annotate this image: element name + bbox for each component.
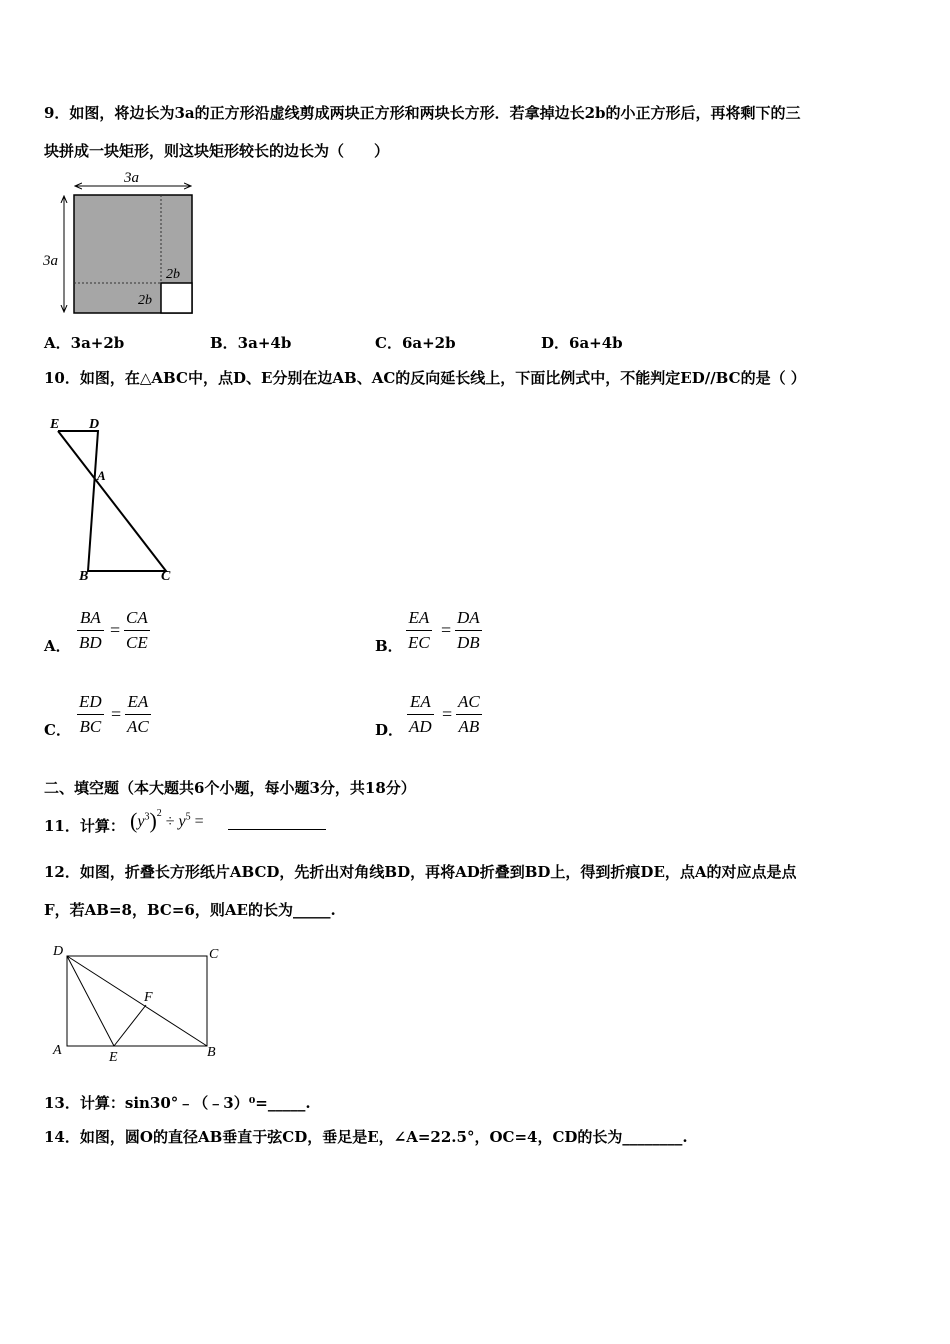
q10-label-e: E [50,417,60,432]
q10-label-d: D [89,417,100,432]
q12-rectangle-figure [48,940,228,1065]
q9-line1: 9．如图，将边长为3a的正方形沿虚线剪成两块正方形和两块长方形．若拿掉边长2b的小正方形后，再将剩下的三 [44,104,801,122]
q10-label-c: C [161,569,171,584]
q9-label-2b-bottom: 2b [138,293,152,308]
q9-label-2b-right: 2b [166,267,180,282]
q10-text: 10．如图，在△ABC中，点D、E分别在边AB、AC的反向延长线上，下面比例式中，不能判定ED//BC的是（ ） [44,369,806,387]
q10-option-d-label: D． [375,721,404,739]
q10-option-a-label: A． [44,637,71,655]
q10-option-c-label: C． [44,721,71,739]
q11-answer-blank[interactable] [228,829,326,830]
q12-label-f: F [144,990,153,1005]
q10-label-a: A [97,468,106,483]
q10-option-c-frac1: $\frac{ED}{BC}$ [79,692,102,736]
q14-text: 14．如图，圆O的直径AB垂直于弦CD，垂足是E，∠A=22.5°，OC=4，CD的长为________. [44,1128,688,1146]
q12-label-e: E [109,1050,118,1065]
q9-option-a: A．3a+2b [44,334,125,352]
q9-line2: 块拼成一块矩形，则这块矩形较长的边长为（ ） [44,142,390,160]
q10-option-b-frac1: $\frac{EA}{EC}$ [408,608,430,652]
q10-triangle-figure [44,410,184,585]
q10-option-a-eq: = [110,620,121,640]
q11-expression: $(y^3)^2 \div y^5$ = [130,807,204,833]
q13-text: 13．计算：sin30°﹣（﹣3）⁰=_____. [44,1094,311,1112]
q12-fold-de [67,956,114,1046]
q12-line2: F，若AB=8，BC=6，则AE的长为_____. [44,901,336,919]
q9-label-left: 3a [43,253,58,269]
q9-label-top: 3a [124,170,139,186]
q9-square-figure [40,166,210,318]
q10-option-b-label: B． [375,637,403,655]
q10-option-a-frac1: $\frac{BA}{BD}$ [79,608,102,652]
q12-segment-ef [114,1005,146,1046]
section-2-heading: 二、填空题（本大题共6个小题，每小题3分，共18分） [44,779,416,797]
q10-option-d-frac1: $\frac{EA}{AD}$ [409,692,432,736]
q12-label-d: D [53,944,64,959]
q10-option-c-frac2: $\frac{EA}{AC}$ [127,692,149,736]
q12-label-b: B [207,1045,216,1060]
q12-diagonal-bd [67,956,207,1046]
q10-option-b-frac2: $\frac{DA}{DB}$ [457,608,480,652]
q10-label-b: B [79,569,89,584]
q11-prefix: 11．计算： [44,817,125,835]
q10-option-d-frac2: $\frac{AC}{AB}$ [458,692,480,736]
q10-option-d-eq: = [442,704,453,724]
q10-option-c-eq: = [111,704,122,724]
q10-option-a-frac2: $\frac{CA}{CE}$ [126,608,148,652]
q12-line1: 12．如图，折叠长方形纸片ABCD，先折出对角线BD，再将AD折叠到BD上，得到折痕DE，点A的对应点是点 [44,863,797,881]
q12-label-c: C [209,947,219,962]
q9-option-d: D．6a+4b [541,334,623,352]
q10-option-b-eq: = [441,620,452,640]
q9-option-b: B．3a+4b [210,334,292,352]
q9-option-c: C．6a+2b [375,334,456,352]
q9-small-square [161,283,192,313]
q12-label-a: A [53,1043,62,1058]
